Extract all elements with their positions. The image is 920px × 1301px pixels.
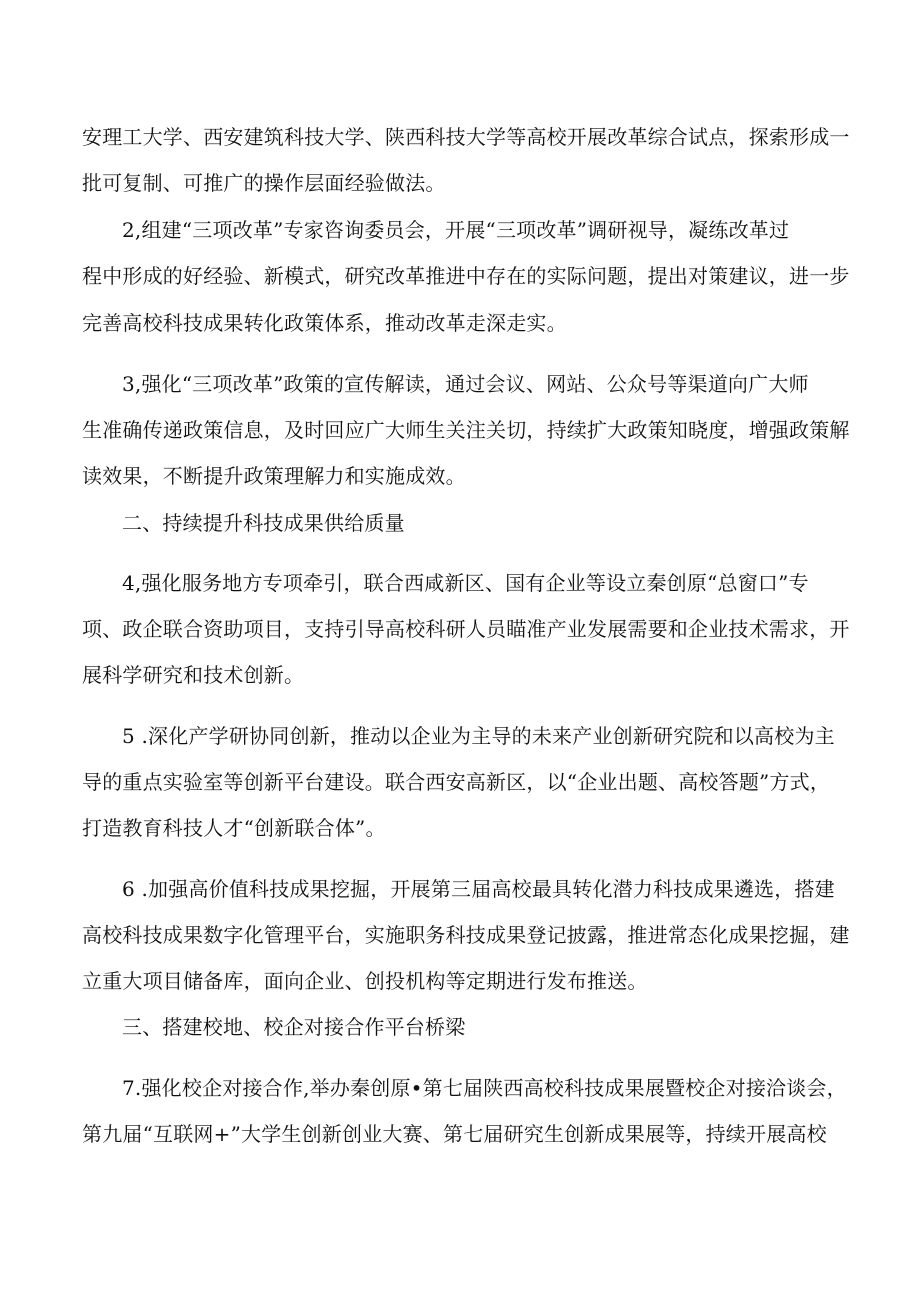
item-7-line-1: 7.强化校企对接合作,举办秦创原•第七届陕西高校科技成果展暨校企对接洽谈会， [122, 1076, 847, 1100]
item-7-line-2: 第九届“互联网+”大学生创新创业大赛、第七届研究生创新成果展等，持续开展高校 [82, 1122, 827, 1146]
item-4-line-3: 展科学研究和技术创新。 [82, 663, 305, 687]
item-6-line-1: 6 .加强高价值科技成果挖掘，开展第三届高校最具转化潜力科技成果遴选，搭建 [122, 877, 835, 901]
paragraph-1-line-2: 批可复制、可推广的操作层面经验做法。 [82, 171, 446, 195]
item-6-line-2: 高校科技成果数字化管理平台，实施职务科技成果登记披露，推进常态化成果挖掘，建 [82, 923, 850, 947]
item-3-line-1: 3,强化“三项改革”政策的宣传解读，通过会议、网站、公众号等渠道向广大师 [122, 372, 809, 396]
item-2-line-2: 程中形成的好经验、新模式，研究改革推进中存在的实际问题，提出对策建议，进一步 [82, 264, 850, 288]
item-6-line-3: 立重大项目储备库，面向企业、创投机构等定期进行发布推送。 [82, 969, 648, 993]
item-2-line-1: 2,组建“三项改革”专家咨询委员会，开展“三项改革”调研视导，凝练改革过 [122, 218, 790, 242]
item-5-line-2: 导的重点实验室等创新平台建设。联合西安高新区，以“企业出题、高校答题”方式， [82, 770, 831, 794]
section-heading-3: 三、搭建校地、校企对接合作平台桥梁 [122, 1015, 466, 1039]
section-heading-2: 二、持续提升科技成果供给质量 [122, 511, 405, 535]
item-3-line-2: 生准确传递政策信息，及时回应广大师生关注关切，持续扩大政策知晓度，增强政策解 [82, 418, 850, 442]
item-3-line-3: 读效果，不断提升政策理解力和实施成效。 [82, 464, 466, 488]
item-5-line-3: 打造教育科技人才“创新联合体”。 [82, 816, 386, 840]
item-2-line-3: 完善高校科技成果转化政策体系，推动改革走深走实。 [82, 311, 567, 335]
item-4-line-2: 项、政企联合资助项目，支持引导高校科研人员瞄准产业发展需要和企业技术需求，开 [82, 617, 850, 641]
item-5-line-1: 5 .深化产学研协同创新，推动以企业为主导的未来产业创新研究院和以高校为主 [122, 724, 835, 748]
paragraph-1-line-1: 安理工大学、西安建筑科技大学、陕西科技大学等高校开展改革综合试点，探索形成一 [82, 125, 850, 149]
item-4-line-1: 4,强化服务地方专项牵引，联合西咸新区、国有企业等设立秦创原“总窗口”专 [122, 571, 809, 595]
